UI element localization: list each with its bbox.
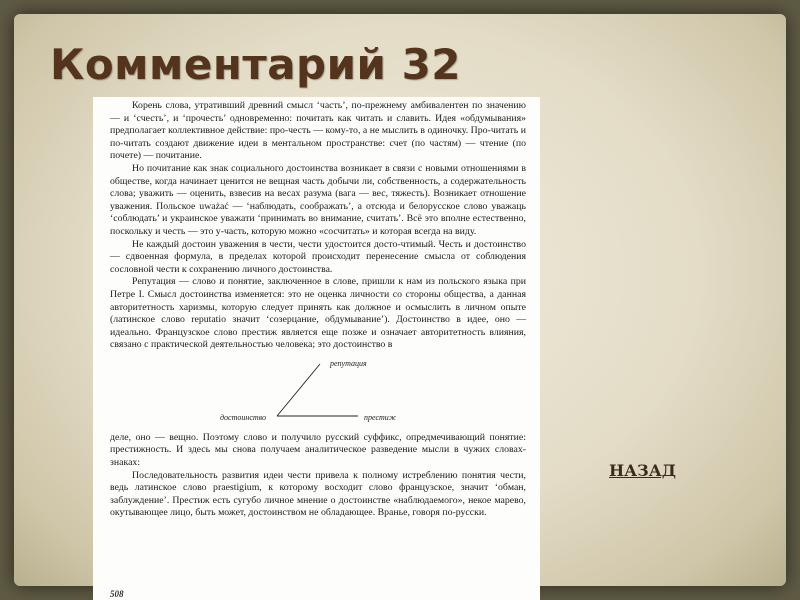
diagram-label-dignity: достоинство — [220, 412, 267, 422]
diagram-label-prestige: престиж — [364, 412, 397, 422]
diagram-label-reputation: репутация — [330, 358, 367, 368]
scanned-book-page — [93, 97, 540, 600]
paragraph: Не каждый достоин уважения в чести, чести удостоится досто-чтимый. Честь и достоинство — сдвоенная формула, в пределах которой происходит перенесение смысла от соблюдения сословной чести к сохранению личного достоинства. — [110, 238, 526, 275]
back-link[interactable]: НАЗАД — [609, 461, 676, 480]
diagram-line-up — [277, 364, 320, 416]
page-number: 508 — [110, 589, 124, 599]
paragraph: Последовательность развития идеи чести привела к полному истреблению понятия чести, ведь латинское слово praestigium, к которому восходит слово французское, значит ‘обман, заблуждение’. Престиж есть сугубо личное мнение о достоинстве «наблюдаемого», некое марево, окутывающее лицо, быть может, достоинством не обладающее. Вранье, говоря по-русски. — [110, 469, 526, 519]
paragraph: Корень слова, утративший древний смысл ‘часть’, по-прежнему амбивалентен по значению — и ‘счесть’, и ‘прочесть’ одновременно: почитать как читать и славить. Идея «обдумывания» предполагает коллективное действие: про-честь — кому-то, а не мыслить в одиночку. Про-читать и по-читать создают движение идеи в ментальном пространстве: счет (по частям) — чтение (по почете) — почитание. — [110, 100, 526, 162]
slide-title: Комментарий 32 — [50, 40, 462, 89]
paragraph: Но почитание как знак социального достоинства возникает в связи с новыми отношениями в обществе, когда начинает ценится не вещная часть добычи ли, собственность, а содержательность слова; уважить — оценить, взвесив на весах разума (вага — вес, тяжесть). Возникает отношение уважения. Польское uważać — ‘наблюдать, соображать’, а отсюда и белорусское слово уважаць ‘соблюдать’ и украинское уважати ‘принимать во внимание, считать’. Всё это вполне естественно, поскольку и честь — это у-часть, которую можно «сосчитать» и которая всегда на виду. — [110, 162, 526, 237]
concept-diagram — [110, 354, 526, 430]
diagram-lines — [110, 354, 526, 430]
paragraph: деле, оно — вещно. Поэтому слово и получило русский суффикс, опредмечивающий понятие: престижность. И здесь мы снова получаем аналитическое разведение мысли в чужих словах-знаках: — [110, 431, 526, 469]
paragraph: Репутация — слово и понятие, заключенное в слове, пришли к нам из польского языка при Петре I. Смысл достоинства изменяется: это не оценка личности со стороны общества, а данная авторитетность харизмы, которую следует принять как должное и осмыслить в личном опыте (латинское слово reputatio значит ‘созерцание, обдумывание’). Достоинство в идее, оно — идеально. Французское слово престиж является еще позже и означает авторитетность влияния, связано с практической деятельностью человека; это достоинство в — [110, 276, 526, 351]
